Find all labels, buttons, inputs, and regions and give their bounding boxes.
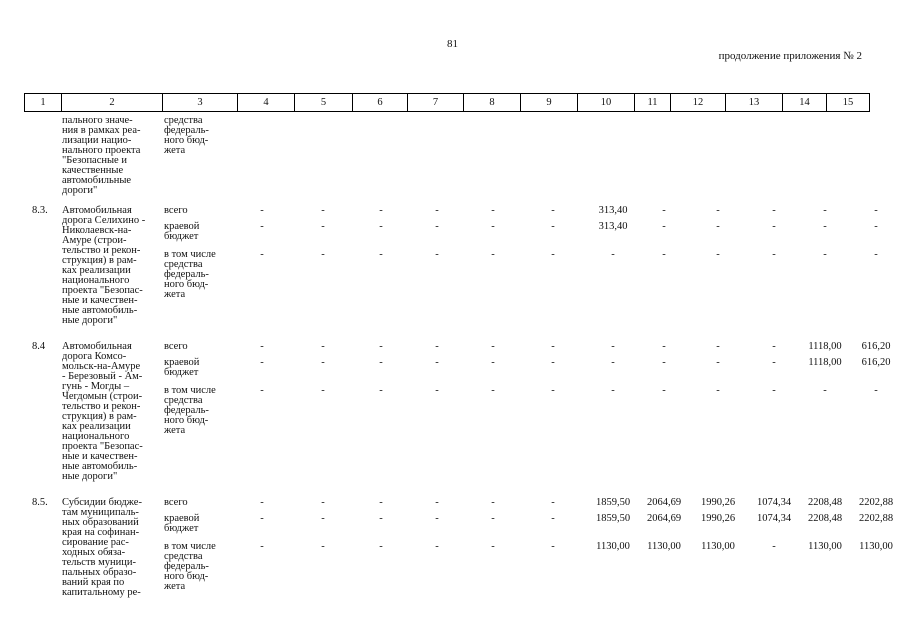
fragment-name-line: пального значе- [62, 115, 133, 126]
row-name-line: дорога Комсо- [62, 351, 127, 362]
source-federal-label: в том числе [164, 541, 216, 552]
header-row [25, 94, 870, 112]
value-regional-col-12: 1990,26 [700, 513, 736, 524]
source-federal-label: ного бюд- [164, 279, 209, 290]
column-header-table [24, 93, 870, 112]
value-regional-col-9: - [551, 357, 555, 368]
value-federal-col-8: - [491, 541, 495, 552]
source-regional-label: краевой [164, 221, 200, 232]
header-col-15: 15 [827, 94, 870, 112]
source-federal-label: средства [164, 259, 203, 270]
value-regional-col-8: - [491, 357, 495, 368]
value-total-col-8: - [491, 205, 495, 216]
row-name-line: ках реализации [62, 421, 131, 432]
value-total-col-4: - [260, 341, 264, 352]
value-total-col-7: - [435, 341, 439, 352]
value-regional-col-4: - [260, 357, 264, 368]
source-federal-label: средства [164, 551, 203, 562]
value-federal-col-15: - [874, 385, 878, 396]
row-number: 8.4 [32, 341, 46, 352]
value-regional-col-11: 2064,69 [646, 513, 682, 524]
value-regional-col-4: - [260, 221, 264, 232]
row-name-line: ные автомобиль- [62, 461, 138, 472]
value-federal-col-8: - [491, 249, 495, 260]
value-total-col-9: - [551, 205, 555, 216]
value-federal-col-5: - [321, 541, 325, 552]
source-regional-label: бюджет [164, 367, 199, 378]
header-col-1: 1 [25, 94, 62, 112]
source-total-label: всего [164, 341, 188, 352]
row-name-line: там муниципаль- [62, 507, 139, 518]
source-regional-label: краевой [164, 357, 200, 368]
value-total-col-11: 2064,69 [646, 497, 682, 508]
value-total-col-15: - [874, 205, 878, 216]
value-federal-col-14: - [823, 249, 827, 260]
value-total-col-5: - [321, 205, 325, 216]
value-regional-col-14: 2208,48 [807, 513, 843, 524]
header-col-10: 10 [578, 94, 635, 112]
row-name-line: края на софинан- [62, 527, 140, 538]
fragment-name-line: дороги" [62, 185, 98, 196]
value-regional-col-13: - [772, 221, 776, 232]
value-federal-col-10: 1130,00 [596, 541, 630, 552]
value-federal-col-15: - [874, 249, 878, 260]
header-col-12: 12 [671, 94, 726, 112]
value-regional-col-6: - [379, 357, 383, 368]
value-federal-col-13: - [772, 385, 776, 396]
value-regional-col-8: - [491, 513, 495, 524]
fragment-name-line: качественные [62, 165, 124, 176]
fragment-source-line: ного бюд- [164, 135, 209, 146]
value-total-col-14: 2208,48 [807, 497, 843, 508]
value-federal-col-11: 1130,00 [647, 541, 681, 552]
header-col-8: 8 [464, 94, 521, 112]
value-total-col-13: - [772, 341, 776, 352]
fragment-source-line: жета [164, 145, 186, 156]
header-col-14: 14 [783, 94, 827, 112]
row-name-line: - Березовый - Ам- [62, 371, 143, 382]
row-name-line: тельство и рекон- [62, 245, 141, 256]
row-name-line: национального [62, 431, 130, 442]
row-name-line: Николаевск-на- [62, 225, 132, 236]
value-federal-col-9: - [551, 385, 555, 396]
value-total-col-14: - [823, 205, 827, 216]
row-name-line: Амуре (строи- [62, 235, 127, 246]
source-total-label: всего [164, 497, 188, 508]
fragment-source-line: федераль- [164, 125, 209, 136]
source-regional-label: бюджет [164, 231, 199, 242]
value-federal-col-12: - [716, 385, 720, 396]
source-federal-label: федераль- [164, 269, 209, 280]
value-federal-col-9: - [551, 541, 555, 552]
value-regional-col-9: - [551, 513, 555, 524]
value-federal-col-5: - [321, 385, 325, 396]
fragment-name-line: лизации нацио- [62, 135, 132, 146]
value-total-col-15: 616,20 [861, 341, 891, 352]
value-total-col-15: 2202,88 [858, 497, 894, 508]
row-name-line: ных образований [62, 517, 139, 528]
fragment-name-line: ния в рамках реа- [62, 125, 141, 136]
value-regional-col-10: 1859,50 [595, 513, 631, 524]
value-federal-col-5: - [321, 249, 325, 260]
value-federal-col-11: - [662, 249, 666, 260]
value-total-col-13: 1074,34 [756, 497, 792, 508]
value-regional-col-15: 616,20 [861, 357, 891, 368]
value-federal-col-13: - [772, 249, 776, 260]
header-col-3: 3 [163, 94, 238, 112]
value-federal-col-9: - [551, 249, 555, 260]
value-regional-col-15: - [874, 221, 878, 232]
row-name-line: Субсидии бюдже- [62, 497, 142, 508]
value-total-col-12: - [716, 341, 720, 352]
value-federal-col-15: 1130,00 [859, 541, 893, 552]
value-federal-col-6: - [379, 249, 383, 260]
value-total-col-6: - [379, 205, 383, 216]
value-federal-col-10: - [611, 385, 615, 396]
row-name-line: ные дороги" [62, 471, 118, 482]
source-federal-label: жета [164, 289, 186, 300]
row-name-line: гунь - Могды – [62, 381, 130, 392]
value-total-col-11: - [662, 341, 666, 352]
value-total-col-14: 1118,00 [808, 341, 842, 352]
source-federal-label: средства [164, 395, 203, 406]
row-name-line: национального [62, 275, 130, 286]
header-col-13: 13 [726, 94, 783, 112]
value-regional-col-12: - [716, 357, 720, 368]
header-col-6: 6 [353, 94, 408, 112]
value-federal-col-4: - [260, 249, 264, 260]
header-col-2: 2 [62, 94, 163, 112]
value-federal-col-13: - [772, 541, 776, 552]
value-federal-col-14: 1130,00 [808, 541, 842, 552]
value-regional-col-5: - [321, 357, 325, 368]
value-federal-col-6: - [379, 541, 383, 552]
value-regional-col-13: - [772, 357, 776, 368]
value-regional-col-7: - [435, 221, 439, 232]
value-regional-col-6: - [379, 513, 383, 524]
source-federal-label: в том числе [164, 385, 216, 396]
value-federal-col-4: - [260, 385, 264, 396]
source-federal-label: ного бюд- [164, 415, 209, 426]
value-federal-col-6: - [379, 385, 383, 396]
row-name-line: ные автомобиль- [62, 305, 138, 316]
value-federal-col-12: - [716, 249, 720, 260]
value-total-col-9: - [551, 497, 555, 508]
appendix-continuation-note: продолжение приложения № 2 [718, 50, 862, 62]
row-name-line: дорога Селихино - [62, 215, 146, 226]
row-name-line: ные и качествен- [62, 451, 138, 462]
value-regional-col-5: - [321, 221, 325, 232]
source-federal-label: федераль- [164, 561, 209, 572]
value-regional-col-10: 313,40 [598, 221, 628, 232]
value-federal-col-11: - [662, 385, 666, 396]
value-total-col-12: 1990,26 [700, 497, 736, 508]
value-total-col-10: 1859,50 [595, 497, 631, 508]
row-name-line: тельств муници- [62, 557, 136, 568]
row-name-line: ходных обяза- [62, 547, 126, 558]
value-regional-col-7: - [435, 357, 439, 368]
value-regional-col-5: - [321, 513, 325, 524]
row-name-line: капитальному ре- [62, 587, 141, 598]
row-name-line: ные и качествен- [62, 295, 138, 306]
value-federal-col-7: - [435, 385, 439, 396]
row-name-line: ные дороги" [62, 315, 118, 326]
source-federal-label: федераль- [164, 405, 209, 416]
value-federal-col-14: - [823, 385, 827, 396]
value-total-col-10: - [611, 341, 615, 352]
value-total-col-4: - [260, 497, 264, 508]
value-federal-col-10: - [611, 249, 615, 260]
value-total-col-11: - [662, 205, 666, 216]
value-regional-col-13: 1074,34 [756, 513, 792, 524]
value-total-col-8: - [491, 341, 495, 352]
header-col-11: 11 [635, 94, 671, 112]
source-federal-label: жета [164, 581, 186, 592]
value-regional-col-8: - [491, 221, 495, 232]
row-name-line: Автомобильная [62, 341, 132, 352]
value-regional-col-14: - [823, 221, 827, 232]
value-regional-col-9: - [551, 221, 555, 232]
value-regional-col-11: - [662, 357, 666, 368]
row-number: 8.3. [32, 205, 48, 216]
value-regional-col-14: 1118,00 [808, 357, 842, 368]
fragment-name-line: нального проекта [62, 145, 141, 156]
header-col-4: 4 [238, 94, 295, 112]
header-col-5: 5 [295, 94, 353, 112]
value-total-col-8: - [491, 497, 495, 508]
value-federal-col-8: - [491, 385, 495, 396]
row-number: 8.5. [32, 497, 48, 508]
header-col-7: 7 [408, 94, 464, 112]
row-name-line: сирование рас- [62, 537, 129, 548]
source-total-label: всего [164, 205, 188, 216]
value-total-col-10: 313,40 [598, 205, 628, 216]
value-regional-col-6: - [379, 221, 383, 232]
source-federal-label: жета [164, 425, 186, 436]
row-name-line: тельство и рекон- [62, 401, 141, 412]
source-federal-label: ного бюд- [164, 571, 209, 582]
value-regional-col-10: - [611, 357, 615, 368]
value-total-col-9: - [551, 341, 555, 352]
value-regional-col-7: - [435, 513, 439, 524]
value-regional-col-15: 2202,88 [858, 513, 894, 524]
value-total-col-6: - [379, 341, 383, 352]
row-name-line: Чегдомын (строи- [62, 391, 143, 402]
row-name-line: ваний края по [62, 577, 125, 588]
page-number: 81 [447, 38, 458, 50]
source-federal-label: в том числе [164, 249, 216, 260]
value-total-col-4: - [260, 205, 264, 216]
value-regional-col-11: - [662, 221, 666, 232]
fragment-source-line: средства [164, 115, 203, 126]
value-total-col-13: - [772, 205, 776, 216]
header-col-9: 9 [521, 94, 578, 112]
row-name-line: проекта "Безопас- [62, 285, 143, 296]
fragment-name-line: автомобильные [62, 175, 132, 186]
row-name-line: ках реализации [62, 265, 131, 276]
source-regional-label: бюджет [164, 523, 199, 534]
row-name-line: пальных образо- [62, 567, 137, 578]
source-regional-label: краевой [164, 513, 200, 524]
row-name-line: проекта "Безопас- [62, 441, 143, 452]
value-total-col-5: - [321, 497, 325, 508]
value-federal-col-7: - [435, 249, 439, 260]
value-total-col-7: - [435, 497, 439, 508]
value-total-col-12: - [716, 205, 720, 216]
row-name-line: Автомобильная [62, 205, 132, 216]
row-name-line: мольск-на-Амуре [62, 361, 141, 372]
value-total-col-6: - [379, 497, 383, 508]
value-total-col-5: - [321, 341, 325, 352]
fragment-name-line: "Безопасные и [62, 155, 127, 166]
value-federal-col-4: - [260, 541, 264, 552]
value-regional-col-12: - [716, 221, 720, 232]
row-name-line: струкция) в рам- [62, 411, 137, 422]
value-regional-col-4: - [260, 513, 264, 524]
row-name-line: струкция) в рам- [62, 255, 137, 266]
value-total-col-7: - [435, 205, 439, 216]
value-federal-col-12: 1130,00 [701, 541, 735, 552]
value-federal-col-7: - [435, 541, 439, 552]
